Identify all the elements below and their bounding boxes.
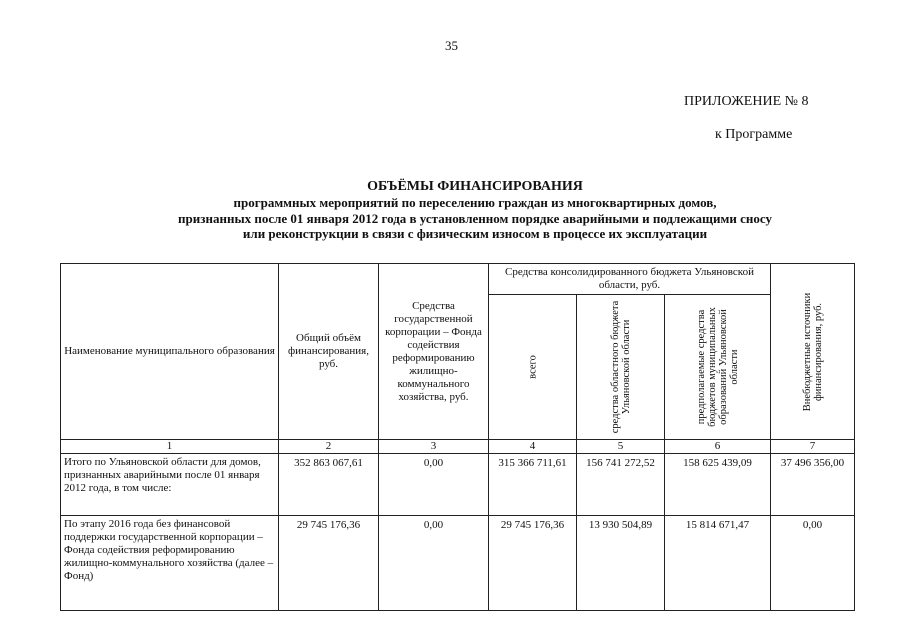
title-main: ОБЪЁМЫ ФИНАНСИРОВАНИЯ xyxy=(367,179,583,194)
title-line-3: или реконструкции в связи с физическим износом в процессе их эксплуатации xyxy=(242,226,708,241)
cell-total: 29 745 176,36 xyxy=(279,516,379,611)
cell-extra: 37 496 356,00 xyxy=(771,454,855,516)
header-municipal-budget: предполагаемые средства бюджетов муниципальных образований Ульяновской области xyxy=(665,295,771,440)
column-number: 7 xyxy=(771,440,855,454)
appendix-label: ПРИЛОЖЕНИЕ № 8 xyxy=(684,94,809,109)
page-number: 35 xyxy=(445,38,458,53)
column-number: 3 xyxy=(379,440,489,454)
cell-municipal: 15 814 671,47 xyxy=(665,516,771,611)
financing-table xyxy=(60,263,855,611)
title-line-2: признанных после 01 января 2012 года в установленном порядке аварийными и подлежащими сносу xyxy=(178,210,772,226)
header-municipality: Наименование муниципального образования xyxy=(61,264,279,440)
cell-municipal: 158 625 439,09 xyxy=(665,454,771,516)
header-extrabudgetary: Внебюджетные источники финансирования, руб. xyxy=(771,264,855,440)
header-total-financing: Общий объём финансирования, руб. xyxy=(279,264,379,440)
appendix-subtitle: к Программе xyxy=(715,127,793,142)
cell-budget-total: 29 745 176,36 xyxy=(489,516,577,611)
header-budget-total: всего xyxy=(489,295,577,440)
column-number: 6 xyxy=(665,440,771,454)
row-name: Итого по Ульяновской области для домов, признанных аварийными после 01 января 2012 года, в том числе: xyxy=(61,454,279,516)
column-number: 5 xyxy=(577,440,665,454)
column-number: 4 xyxy=(489,440,577,454)
header-budget-group: Средства консолидированного бюджета Ульяновской области, руб. xyxy=(489,264,771,295)
cell-extra: 0,00 xyxy=(771,516,855,611)
document-title xyxy=(60,178,890,242)
row-name: По этапу 2016 года без финансовой поддержки государственной корпорации – Фонда содействия реформированию жилищно-коммунального хозяйства (далее – Фонд) xyxy=(61,516,279,611)
cell-budget-total: 315 366 711,61 xyxy=(489,454,577,516)
cell-regional: 156 741 272,52 xyxy=(577,454,665,516)
column-number: 1 xyxy=(61,440,279,454)
cell-fund: 0,00 xyxy=(379,516,489,611)
title-line-1: программных мероприятий по переселению граждан из многоквартирных домов, xyxy=(233,195,717,210)
cell-regional: 13 930 504,89 xyxy=(577,516,665,611)
header-fund: Средства государственной корпорации – Фонда содействия реформированию жилищно-коммунального хозяйства, руб. xyxy=(379,264,489,440)
cell-fund: 0,00 xyxy=(379,454,489,516)
table-row xyxy=(61,516,855,611)
cell-total: 352 863 067,61 xyxy=(279,454,379,516)
table-row xyxy=(61,454,855,516)
column-number: 2 xyxy=(279,440,379,454)
header-regional-budget: средства областного бюджета Ульяновской области xyxy=(577,295,665,440)
